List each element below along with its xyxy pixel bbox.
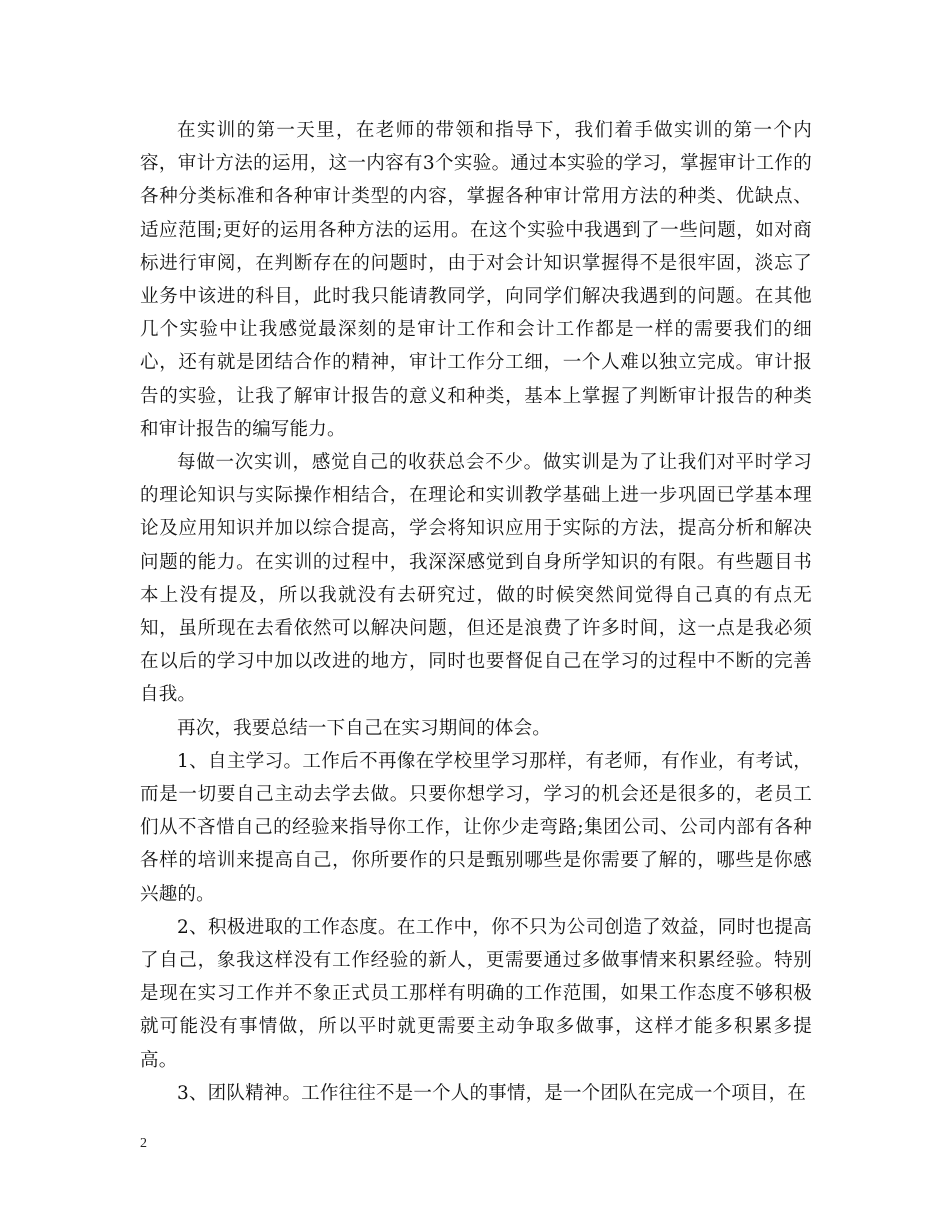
paragraph-6: 3、团队精神。工作往往不是一个人的事情，是一个团队在完成一个项目，在 (177, 1082, 807, 1104)
paragraph-3: 再次，我要总结一下自己在实习期间的体会。 (177, 717, 552, 739)
paragraph-1: 在实训的第一天里，在老师的带领和指导下，我们着手做实训的第一个内容，审计方法的运用，这一内容有3个实验。通过本实验的学习，掌握审计工作的各种分类标准和各种审计类型的内容，掌握各种审计常用方法的种类、优缺点、适应范围;更好的运用各种方法的运用。在这个实验中我遇到了一些问题，如对商标进行审阅，在判断存在的问题时，由于对会计知识掌握得不是很牢固，淡忘了业务中该进的科目，此时我只能请教同学，向同学们解决我遇到的问题。在其他几个实验中让我感觉最深刻的是审计工作和会计工作都是一样的需要我们的细心，还有就是团结合作的精神，审计工作分工细，一个人难以独立完成。审计报告的实验，让我了解审计报告的意义和种类，基本上掌握了判断审计报告的种类和审计报告的编写能力。 (140, 120, 812, 440)
page-number: 2 (140, 1136, 147, 1151)
paragraph-2: 每做一次实训，感觉自己的收获总会不少。做实训是为了让我们对平时学习的理论知识与实际操作相结合，在理论和实训教学基础上进一步巩固已学基本理论及应用知识并加以综合提高，学会将知识应用于实际的方法，提高分析和解决问题的能力。在实训的过程中，我深深感觉到自身所学知识的有限。有些题目书本上没有提及，所以我就没有去研究过，做的时候突然间觉得自己真的有点无知，虽所现在去看依然可以解决问题，但还是浪费了许多时间，这一点是我必须在以后的学习中加以改进的地方，同时也要督促自己在学习的过程中不断的完善自我。 (140, 452, 812, 706)
paragraph-5: 2、积极进取的工作态度。在工作中，你不只为公司创造了效益，同时也提高了自己，象我这样没有工作经验的新人，更需要通过多做事情来积累经验。特别是现在实习工作并不象正式员工那样有明确的工作范围，如果工作态度不够积极就可能没有事情做，所以平时就更需要主动争取多做事，这样才能多积累多提高。 (140, 916, 812, 1071)
paragraph-4: 1、自主学习。工作后不再像在学校里学习那样，有老师，有作业，有考试，而是一切要自己主动去学去做。只要你想学习，学习的机会还是很多的，老员工们从不吝惜自己的经验来指导你工作，让你少走弯路;集团公司、公司内部有各种各样的培训来提高自己，你所要作的只是甄别哪些是你需要了解的，哪些是你感兴趣的。 (140, 750, 812, 905)
document-body (140, 114, 812, 1110)
